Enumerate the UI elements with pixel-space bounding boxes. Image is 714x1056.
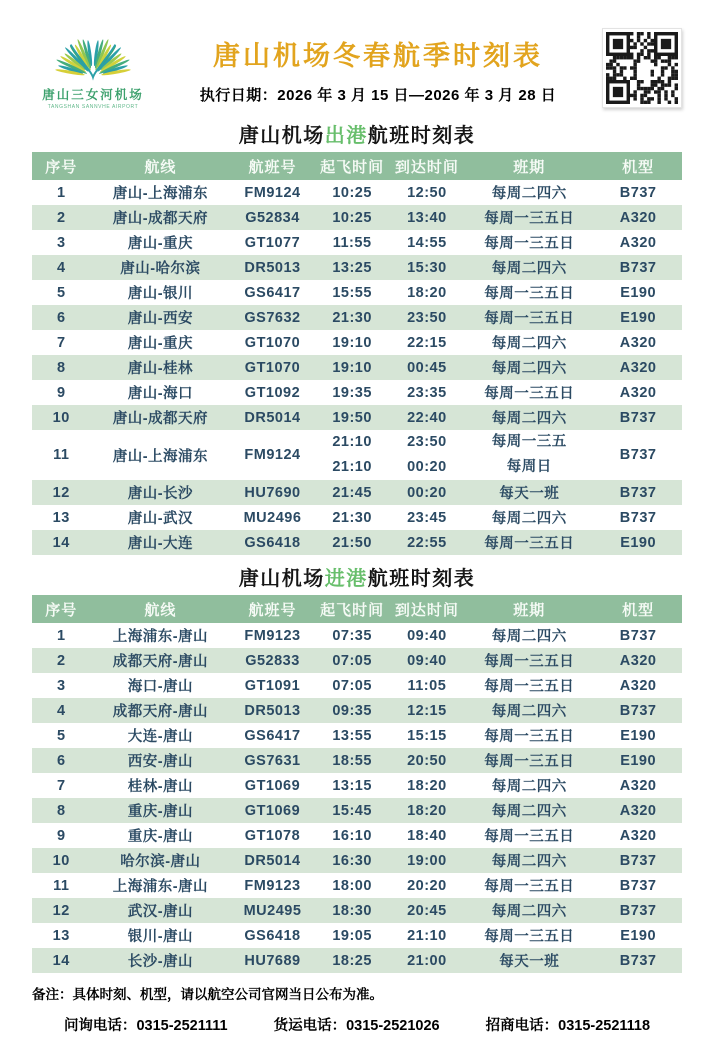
departure-time-cell: 21:45 <box>315 480 390 505</box>
aircraft-cell: B737 <box>594 255 682 280</box>
route-cell: 唐山-长沙 <box>91 480 231 505</box>
table-row <box>32 530 682 555</box>
flight-no-cell: GT1070 <box>230 330 315 355</box>
schedule-cell: 每周二四六 <box>464 848 594 873</box>
table-row <box>32 180 682 205</box>
aircraft-cell: A320 <box>594 798 682 823</box>
route-cell: 唐山-银川 <box>91 280 231 305</box>
flight-no-cell: GS6417 <box>230 280 315 305</box>
departure-time-cell: 21:50 <box>315 530 390 555</box>
aircraft-cell: B737 <box>594 948 682 973</box>
departure-time-cell: 10:25 <box>315 180 390 205</box>
seq-cell: 1 <box>32 623 91 648</box>
flight-no-cell: GT1070 <box>230 355 315 380</box>
seq-cell: 3 <box>32 230 91 255</box>
table-row <box>32 230 682 255</box>
aircraft-cell: B737 <box>594 873 682 898</box>
schedule-cell: 每周一三五日 <box>464 723 594 748</box>
flight-no-cell: GT1069 <box>230 773 315 798</box>
arrival-time-cell: 00:45 <box>390 355 465 380</box>
cargo-phone: 货运电话：0315-2521026 <box>273 1018 440 1034</box>
inquiry-phone: 问询电话：0315-2521111 <box>63 1018 228 1034</box>
route-cell: 大连-唐山 <box>91 723 231 748</box>
table-row <box>32 873 682 898</box>
arrival-time-cell: 18:40 <box>390 823 465 848</box>
schedule-cell: 每周一三五 每周日 <box>464 430 594 480</box>
seq-cell: 9 <box>32 823 91 848</box>
seq-cell: 6 <box>32 305 91 330</box>
route-cell: 唐山-大连 <box>91 530 231 555</box>
aircraft-cell: B737 <box>594 480 682 505</box>
table-row <box>32 773 682 798</box>
flight-no-cell: DR5014 <box>230 405 315 430</box>
seq-cell: 12 <box>32 480 91 505</box>
departure-time-cell: 15:55 <box>315 280 390 305</box>
qr-code <box>602 28 682 108</box>
page-header <box>32 24 682 112</box>
departure-time-cell: 18:25 <box>315 948 390 973</box>
flight-no-cell: G52833 <box>230 648 315 673</box>
seq-cell: 8 <box>32 355 91 380</box>
departure-time-cell: 19:50 <box>315 405 390 430</box>
schedule-cell: 每周二四六 <box>464 180 594 205</box>
departure-time-cell: 21:30 <box>315 505 390 530</box>
departure-time-cell: 11:55 <box>315 230 390 255</box>
schedule-cell: 每周一三五日 <box>464 205 594 230</box>
schedule-cell: 每周二四六 <box>464 505 594 530</box>
table-row <box>32 723 682 748</box>
route-cell: 唐山-西安 <box>91 305 231 330</box>
seq-cell: 12 <box>32 898 91 923</box>
title-block <box>154 24 602 105</box>
departure-time-cell: 07:05 <box>315 673 390 698</box>
seq-cell: 2 <box>32 205 91 230</box>
column-header: 机型 <box>594 152 682 180</box>
arrival-time-cell: 23:45 <box>390 505 465 530</box>
seq-cell: 14 <box>32 948 91 973</box>
schedule-cell: 每周一三五日 <box>464 530 594 555</box>
route-cell: 武汉-唐山 <box>91 898 231 923</box>
departure-time-cell: 19:10 <box>315 330 390 355</box>
seq-cell: 11 <box>32 430 91 480</box>
flight-no-cell: FM9124 <box>230 430 315 480</box>
arrival-time-cell: 22:55 <box>390 530 465 555</box>
table-row <box>32 923 682 948</box>
flight-no-cell: FM9123 <box>230 623 315 648</box>
arrival-time-cell: 22:15 <box>390 330 465 355</box>
arrival-time-cell: 21:10 <box>390 923 465 948</box>
flight-no-cell: GT1078 <box>230 823 315 848</box>
table-row <box>32 648 682 673</box>
arrival-time-cell: 21:00 <box>390 948 465 973</box>
table-row <box>32 505 682 530</box>
flight-no-cell: MU2495 <box>230 898 315 923</box>
arrival-time-cell: 18:20 <box>390 773 465 798</box>
departure-time-cell: 15:45 <box>315 798 390 823</box>
seq-cell: 5 <box>32 723 91 748</box>
arrival-time-cell: 14:55 <box>390 230 465 255</box>
table-row <box>32 280 682 305</box>
column-header: 到达时间 <box>390 152 465 180</box>
route-cell: 唐山-海口 <box>91 380 231 405</box>
table-row <box>32 623 682 648</box>
departure-time-cell: 18:30 <box>315 898 390 923</box>
aircraft-cell: B737 <box>594 505 682 530</box>
bird-wings-logo-icon <box>37 24 149 82</box>
route-cell: 唐山-重庆 <box>91 230 231 255</box>
seq-cell: 8 <box>32 798 91 823</box>
flight-no-cell: DR5013 <box>230 698 315 723</box>
route-cell: 桂林-唐山 <box>91 773 231 798</box>
schedule-cell: 每周二四六 <box>464 773 594 798</box>
flight-no-cell: GT1091 <box>230 673 315 698</box>
table-row <box>32 255 682 280</box>
aircraft-cell: A320 <box>594 823 682 848</box>
route-cell: 上海浦东-唐山 <box>91 623 231 648</box>
table-row <box>32 798 682 823</box>
column-header: 到达时间 <box>390 595 465 623</box>
seq-cell: 10 <box>32 848 91 873</box>
arrival-time-cell: 19:00 <box>390 848 465 873</box>
flight-no-cell: GT1069 <box>230 798 315 823</box>
arrival-time-cell: 20:50 <box>390 748 465 773</box>
departure-time-cell: 18:00 <box>315 873 390 898</box>
route-cell: 重庆-唐山 <box>91 798 231 823</box>
departure-time-cell: 16:30 <box>315 848 390 873</box>
schedule-cell: 每周一三五日 <box>464 873 594 898</box>
arrival-time-cell: 11:05 <box>390 673 465 698</box>
contact-phones <box>32 1014 682 1035</box>
flight-no-cell: GT1077 <box>230 230 315 255</box>
arrival-time-cell: 12:50 <box>390 180 465 205</box>
arrival-time-cell: 15:30 <box>390 255 465 280</box>
seq-cell: 7 <box>32 330 91 355</box>
schedule-cell: 每周一三五日 <box>464 748 594 773</box>
aircraft-cell: E190 <box>594 530 682 555</box>
aircraft-cell: A320 <box>594 205 682 230</box>
aircraft-cell: B737 <box>594 430 682 480</box>
schedule-cell: 每周二四六 <box>464 330 594 355</box>
route-cell: 成都天府-唐山 <box>91 648 231 673</box>
arrival-time-cell: 09:40 <box>390 648 465 673</box>
aircraft-cell: A320 <box>594 380 682 405</box>
arrival-time-cell: 15:15 <box>390 723 465 748</box>
route-cell: 唐山-武汉 <box>91 505 231 530</box>
arrivals-table <box>32 595 682 973</box>
departure-time-cell: 19:35 <box>315 380 390 405</box>
table-row <box>32 898 682 923</box>
flight-no-cell: FM9123 <box>230 873 315 898</box>
column-header: 航班号 <box>230 152 315 180</box>
schedule-cell: 每周二四六 <box>464 255 594 280</box>
aircraft-cell: A320 <box>594 230 682 255</box>
remark-note: 备注：具体时刻、机型，请以航空公司官网当日公布为准。 <box>32 987 383 1002</box>
schedule-cell: 每周一三五日 <box>464 673 594 698</box>
departure-time-cell: 07:35 <box>315 623 390 648</box>
table-header-row <box>32 595 682 623</box>
departures-title-suffix: 航班时刻表 <box>367 125 476 147</box>
schedule-cell: 每周一三五日 <box>464 280 594 305</box>
table-row <box>32 673 682 698</box>
aircraft-cell: B737 <box>594 898 682 923</box>
seq-cell: 4 <box>32 698 91 723</box>
aircraft-cell: E190 <box>594 280 682 305</box>
flight-no-cell: HU7689 <box>230 948 315 973</box>
departure-time-cell: 18:55 <box>315 748 390 773</box>
table-row <box>32 405 682 430</box>
seq-cell: 10 <box>32 405 91 430</box>
flight-no-cell: MU2496 <box>230 505 315 530</box>
column-header: 航班号 <box>230 595 315 623</box>
seq-cell: 11 <box>32 873 91 898</box>
route-cell: 成都天府-唐山 <box>91 698 231 723</box>
aircraft-cell: B737 <box>594 405 682 430</box>
seq-cell: 5 <box>32 280 91 305</box>
seq-cell: 3 <box>32 673 91 698</box>
seq-cell: 7 <box>32 773 91 798</box>
arrivals-title-prefix: 唐山机场 <box>238 568 325 590</box>
schedule-cell: 每周一三五日 <box>464 230 594 255</box>
flight-no-cell: FM9124 <box>230 180 315 205</box>
arrival-time-cell: 23:35 <box>390 380 465 405</box>
flight-no-cell: GS6417 <box>230 723 315 748</box>
departure-time-cell: 19:05 <box>315 923 390 948</box>
departure-time-cell: 09:35 <box>315 698 390 723</box>
route-cell: 长沙-唐山 <box>91 948 231 973</box>
qr-code-icon <box>606 32 678 104</box>
route-cell: 唐山-成都天府 <box>91 405 231 430</box>
aircraft-cell: A320 <box>594 648 682 673</box>
departure-time-cell: 21:10 21:10 <box>315 430 390 480</box>
departure-time-cell: 13:15 <box>315 773 390 798</box>
seq-cell: 13 <box>32 505 91 530</box>
schedule-cell: 每周二四六 <box>464 698 594 723</box>
departures-section-title <box>32 124 682 148</box>
schedule-cell: 每天一班 <box>464 948 594 973</box>
departure-time-cell: 10:25 <box>315 205 390 230</box>
seq-cell: 4 <box>32 255 91 280</box>
flight-no-cell: GT1092 <box>230 380 315 405</box>
aircraft-cell: A320 <box>594 330 682 355</box>
table-row <box>32 430 682 480</box>
route-cell: 哈尔滨-唐山 <box>91 848 231 873</box>
arrival-time-cell: 18:20 <box>390 280 465 305</box>
table-header-row <box>32 152 682 180</box>
flight-no-cell: DR5014 <box>230 848 315 873</box>
table-row <box>32 305 682 330</box>
schedule-cell: 每周二四六 <box>464 798 594 823</box>
table-row <box>32 480 682 505</box>
departure-time-cell: 21:30 <box>315 305 390 330</box>
logo-name-cn: 唐山三女河机场 <box>42 88 144 102</box>
arrival-time-cell: 18:20 <box>390 798 465 823</box>
airport-logo <box>32 24 154 110</box>
aircraft-cell: A320 <box>594 673 682 698</box>
arrivals-title-suffix: 航班时刻表 <box>367 568 476 590</box>
seq-cell: 1 <box>32 180 91 205</box>
page-title: 唐山机场冬春航季时刻表 <box>213 41 543 71</box>
arrival-time-cell: 20:20 <box>390 873 465 898</box>
schedule-cell: 每周一三五日 <box>464 648 594 673</box>
departure-time-cell: 16:10 <box>315 823 390 848</box>
logo-name-en: TANGSHAN SANNVHE AIRPORT <box>47 104 139 110</box>
arrivals-title-highlight: 进港 <box>324 568 368 590</box>
schedule-cell: 每周二四六 <box>464 623 594 648</box>
table-row <box>32 355 682 380</box>
route-cell: 重庆-唐山 <box>91 823 231 848</box>
arrival-time-cell: 13:40 <box>390 205 465 230</box>
route-cell: 唐山-成都天府 <box>91 205 231 230</box>
table-row <box>32 748 682 773</box>
aircraft-cell: B737 <box>594 698 682 723</box>
aircraft-cell: B737 <box>594 848 682 873</box>
route-cell: 唐山-重庆 <box>91 330 231 355</box>
schedule-cell: 每周二四六 <box>464 355 594 380</box>
aircraft-cell: E190 <box>594 723 682 748</box>
table-row <box>32 823 682 848</box>
route-cell: 银川-唐山 <box>91 923 231 948</box>
column-header: 航线 <box>91 152 231 180</box>
departures-title-prefix: 唐山机场 <box>238 125 325 147</box>
column-header: 班期 <box>464 152 594 180</box>
flight-no-cell: HU7690 <box>230 480 315 505</box>
aircraft-cell: A320 <box>594 773 682 798</box>
route-cell: 上海浦东-唐山 <box>91 873 231 898</box>
flight-no-cell: DR5013 <box>230 255 315 280</box>
table-row <box>32 205 682 230</box>
table-row <box>32 698 682 723</box>
aircraft-cell: B737 <box>594 623 682 648</box>
table-row <box>32 380 682 405</box>
column-header: 机型 <box>594 595 682 623</box>
column-header: 序号 <box>32 152 91 180</box>
route-cell: 西安-唐山 <box>91 748 231 773</box>
flight-no-cell: GS7631 <box>230 748 315 773</box>
seq-cell: 6 <box>32 748 91 773</box>
flight-no-cell: G52834 <box>230 205 315 230</box>
departure-time-cell: 13:55 <box>315 723 390 748</box>
effective-date: 执行日期：2026 年 3 月 15 日—2026 年 3 月 28 日 <box>199 87 557 104</box>
schedule-cell: 每周一三五日 <box>464 923 594 948</box>
seq-cell: 9 <box>32 380 91 405</box>
route-cell: 唐山-哈尔滨 <box>91 255 231 280</box>
route-cell: 唐山-桂林 <box>91 355 231 380</box>
table-row <box>32 848 682 873</box>
arrival-time-cell: 12:15 <box>390 698 465 723</box>
arrival-time-cell: 00:20 <box>390 480 465 505</box>
column-header: 起飞时间 <box>315 595 390 623</box>
aircraft-cell: E190 <box>594 305 682 330</box>
departure-time-cell: 19:10 <box>315 355 390 380</box>
arrivals-section-title <box>32 567 682 591</box>
departures-table <box>32 152 682 555</box>
arrival-time-cell: 23:50 00:20 <box>390 430 465 480</box>
column-header: 航线 <box>91 595 231 623</box>
route-cell: 海口-唐山 <box>91 673 231 698</box>
aircraft-cell: B737 <box>594 180 682 205</box>
table-row <box>32 948 682 973</box>
schedule-cell: 每周一三五日 <box>464 305 594 330</box>
schedule-cell: 每周二四六 <box>464 405 594 430</box>
flight-no-cell: GS7632 <box>230 305 315 330</box>
column-header: 班期 <box>464 595 594 623</box>
departures-title-highlight: 出港 <box>324 125 368 147</box>
column-header: 序号 <box>32 595 91 623</box>
schedule-cell: 每周二四六 <box>464 898 594 923</box>
route-cell: 唐山-上海浦东 <box>91 180 231 205</box>
flight-no-cell: GS6418 <box>230 923 315 948</box>
table-row <box>32 330 682 355</box>
schedule-cell: 每周一三五日 <box>464 380 594 405</box>
seq-cell: 2 <box>32 648 91 673</box>
business-phone: 招商电话：0315-2521118 <box>485 1018 651 1034</box>
column-header: 起飞时间 <box>315 152 390 180</box>
route-cell: 唐山-上海浦东 <box>91 430 231 480</box>
aircraft-cell: E190 <box>594 923 682 948</box>
seq-cell: 14 <box>32 530 91 555</box>
departure-time-cell: 13:25 <box>315 255 390 280</box>
schedule-cell: 每天一班 <box>464 480 594 505</box>
arrival-time-cell: 09:40 <box>390 623 465 648</box>
aircraft-cell: E190 <box>594 748 682 773</box>
arrival-time-cell: 23:50 <box>390 305 465 330</box>
aircraft-cell: A320 <box>594 355 682 380</box>
seq-cell: 13 <box>32 923 91 948</box>
arrival-time-cell: 22:40 <box>390 405 465 430</box>
departure-time-cell: 07:05 <box>315 648 390 673</box>
arrival-time-cell: 20:45 <box>390 898 465 923</box>
schedule-cell: 每周一三五日 <box>464 823 594 848</box>
flight-no-cell: GS6418 <box>230 530 315 555</box>
